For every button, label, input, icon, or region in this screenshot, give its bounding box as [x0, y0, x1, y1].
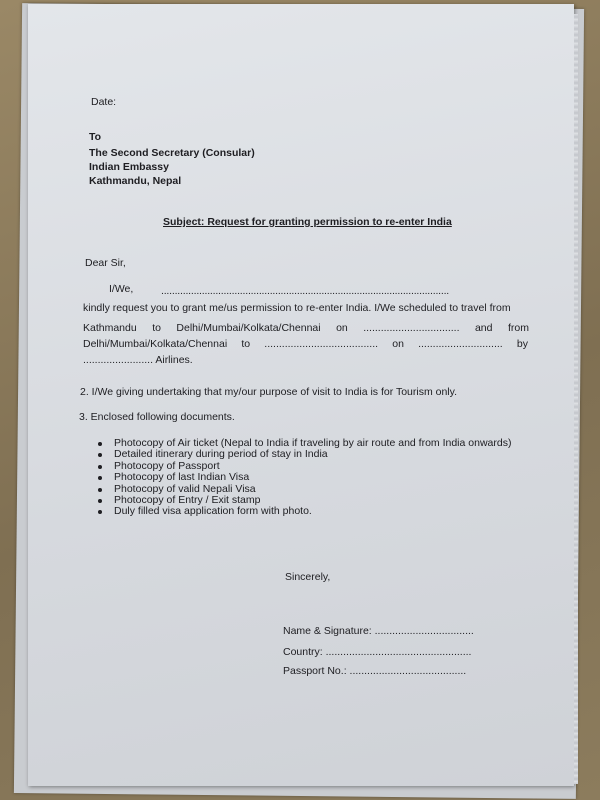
- list-item-text: Detailed itinerary during period of stay in India: [114, 448, 328, 461]
- bullet-icon: [98, 453, 102, 457]
- list-item-text: Photocopy of Entry / Exit stamp: [114, 493, 261, 506]
- recipient-to: To: [89, 131, 102, 143]
- closing: Sincerely,: [285, 571, 331, 583]
- para1-line4: [83, 338, 528, 351]
- word: by: [516, 338, 528, 350]
- bullet-icon: [98, 465, 102, 469]
- documents-list: [98, 438, 511, 518]
- list-item: [98, 506, 511, 517]
- recipient-title: The Second Secretary (Consular): [89, 147, 255, 159]
- bullet-icon: [98, 476, 102, 480]
- word: from: [507, 322, 529, 334]
- list-item-text: Photocopy of last Indian Visa: [114, 471, 250, 484]
- word: to: [152, 322, 161, 334]
- word: to: [241, 338, 251, 350]
- para1-line5: ........................ Airlines.: [83, 354, 193, 366]
- para1-line3: [83, 322, 529, 335]
- country-field: Country: ..................................................: [283, 646, 472, 658]
- salutation: Dear Sir,: [85, 257, 126, 269]
- bullet-icon: [98, 510, 102, 514]
- list-item-text: Photocopy of Air ticket (Nepal to India if traveling by air route and from India onwards): [114, 437, 512, 449]
- blank: .......................................: [264, 338, 379, 350]
- iwe-blank: ..........................................................................................................: [161, 285, 450, 297]
- word: Kathmandu: [83, 322, 137, 334]
- bullet-icon: [98, 442, 102, 446]
- date-label: Date:: [91, 96, 117, 108]
- word: and: [474, 322, 493, 334]
- recipient-city: Kathmandu, Nepal: [89, 175, 182, 187]
- word: on: [392, 338, 404, 350]
- passport-field: Passport No.: ........................................: [283, 665, 467, 677]
- word: Delhi/Mumbai/Kolkata/Chennai: [176, 322, 321, 334]
- iwe-label: I/We,: [109, 283, 134, 295]
- recipient-office: Indian Embassy: [89, 161, 169, 173]
- name-signature-field: Name & Signature: ..................................: [283, 625, 474, 637]
- list-item-text: Photocopy of Passport: [114, 459, 220, 472]
- para1-line2: kindly request you to grant me/us permission to re-enter India. I/We scheduled to travel from: [83, 302, 511, 314]
- paper-edge: [574, 14, 578, 784]
- word: on: [336, 322, 348, 334]
- para3: 3. Enclosed following documents.: [79, 411, 235, 423]
- list-item-text: Duly filled visa application form with photo.: [114, 505, 312, 518]
- word: Delhi/Mumbai/Kolkata/Chennai: [83, 338, 228, 350]
- bullet-icon: [98, 488, 102, 492]
- blank: .............................: [418, 338, 503, 350]
- blank: .................................: [363, 322, 460, 334]
- para2: 2. I/We giving undertaking that my/our purpose of visit to India is for Tourism only.: [80, 386, 458, 398]
- subject-line: Subject: Request for granting permission to re-enter India: [163, 216, 452, 228]
- list-item-text: Photocopy of valid Nepali Visa: [114, 482, 256, 495]
- bullet-icon: [98, 499, 102, 503]
- letter-page: [28, 4, 574, 786]
